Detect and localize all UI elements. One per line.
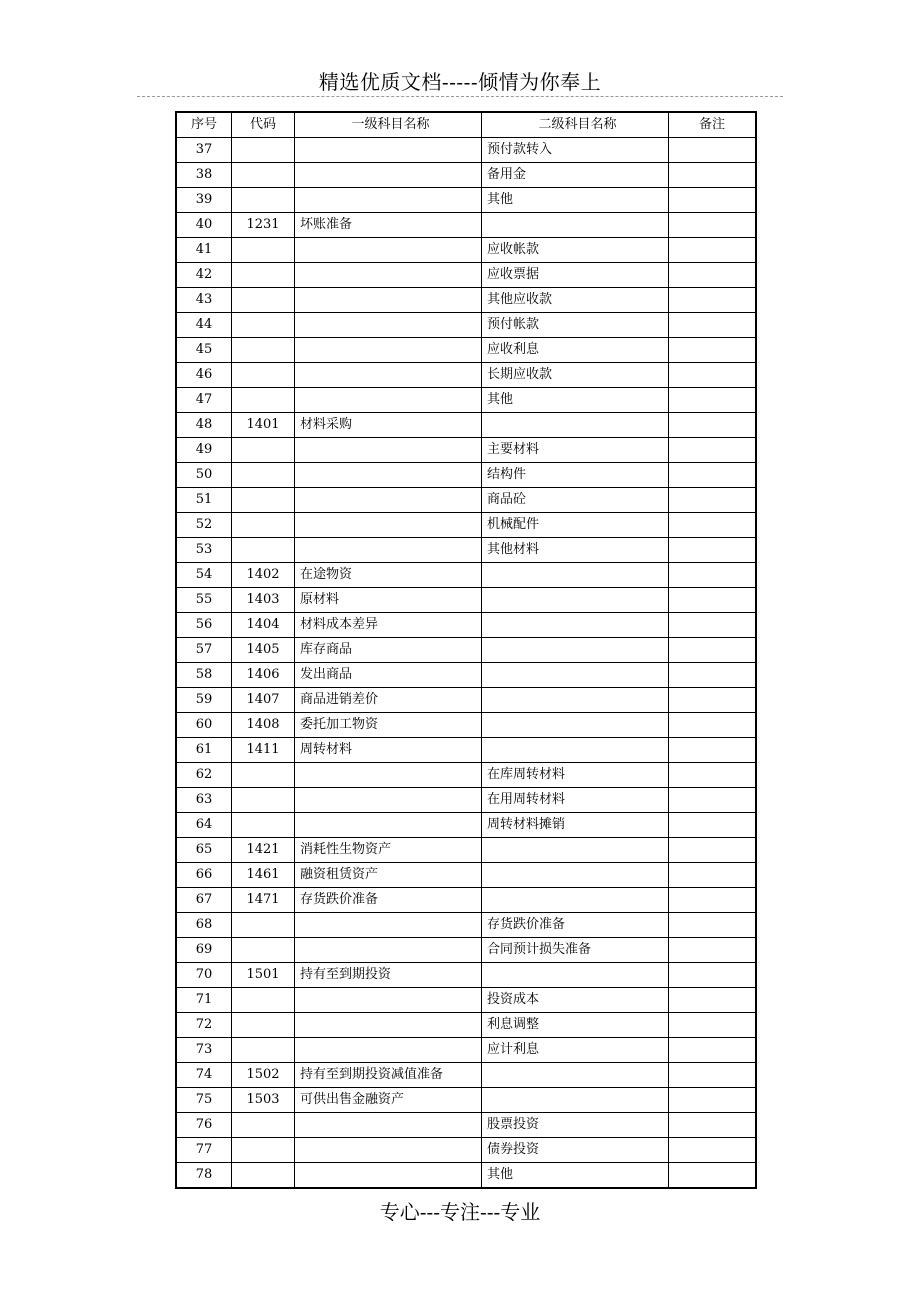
cell-code <box>232 813 295 838</box>
cell-seq: 71 <box>176 988 232 1013</box>
cell-note <box>669 413 757 438</box>
table-row <box>176 963 756 988</box>
cell-code <box>232 538 295 563</box>
cell-code <box>232 138 295 163</box>
cell-note <box>669 963 757 988</box>
cell-seq: 75 <box>176 1088 232 1113</box>
cell-level2-name <box>482 838 669 863</box>
cell-level1-name: 原材料 <box>295 588 482 613</box>
cell-level1-name: 消耗性生物资产 <box>295 838 482 863</box>
cell-level2-name <box>482 413 669 438</box>
cell-code <box>232 188 295 213</box>
cell-level1-name <box>295 488 482 513</box>
cell-seq: 53 <box>176 538 232 563</box>
cell-level2-name <box>482 563 669 588</box>
cell-seq: 43 <box>176 288 232 313</box>
cell-level2-name <box>482 213 669 238</box>
cell-note <box>669 988 757 1013</box>
cell-seq: 78 <box>176 1163 232 1189</box>
cell-note <box>669 738 757 763</box>
cell-code <box>232 763 295 788</box>
cell-level1-name: 存货跌价准备 <box>295 888 482 913</box>
cell-seq: 55 <box>176 588 232 613</box>
table-row <box>176 688 756 713</box>
cell-seq: 65 <box>176 838 232 863</box>
cell-seq: 60 <box>176 713 232 738</box>
cell-note <box>669 588 757 613</box>
cell-code: 1402 <box>232 563 295 588</box>
cell-seq: 73 <box>176 1038 232 1063</box>
cell-note <box>669 813 757 838</box>
cell-level1-name <box>295 813 482 838</box>
column-header-level2: 二级科目名称 <box>482 112 669 138</box>
cell-level2-name <box>482 1088 669 1113</box>
cell-level1-name <box>295 1038 482 1063</box>
cell-seq: 67 <box>176 888 232 913</box>
cell-level1-name <box>295 313 482 338</box>
cell-level2-name: 在用周转材料 <box>482 788 669 813</box>
cell-note <box>669 513 757 538</box>
cell-note <box>669 838 757 863</box>
cell-code <box>232 788 295 813</box>
table-row <box>176 1038 756 1063</box>
cell-level2-name: 主要材料 <box>482 438 669 463</box>
table-row <box>176 1063 756 1088</box>
cell-seq: 41 <box>176 238 232 263</box>
cell-seq: 59 <box>176 688 232 713</box>
accounts-table <box>175 111 757 1189</box>
cell-code: 1407 <box>232 688 295 713</box>
cell-note <box>669 713 757 738</box>
cell-note <box>669 213 757 238</box>
cell-seq: 48 <box>176 413 232 438</box>
cell-note <box>669 763 757 788</box>
cell-seq: 77 <box>176 1138 232 1163</box>
cell-level1-name <box>295 188 482 213</box>
table-row <box>176 788 756 813</box>
cell-level1-name <box>295 788 482 813</box>
cell-note <box>669 1138 757 1163</box>
cell-level1-name <box>295 538 482 563</box>
table-body <box>176 138 756 1189</box>
table-row <box>176 538 756 563</box>
cell-level2-name: 备用金 <box>482 163 669 188</box>
cell-seq: 52 <box>176 513 232 538</box>
cell-note <box>669 1088 757 1113</box>
table-row <box>176 988 756 1013</box>
cell-level2-name: 其他 <box>482 388 669 413</box>
cell-note <box>669 1113 757 1138</box>
cell-level2-name: 机械配件 <box>482 513 669 538</box>
cell-level1-name <box>295 938 482 963</box>
table-row <box>176 713 756 738</box>
cell-level2-name: 应收利息 <box>482 338 669 363</box>
cell-note <box>669 388 757 413</box>
cell-seq: 57 <box>176 638 232 663</box>
cell-note <box>669 313 757 338</box>
cell-seq: 61 <box>176 738 232 763</box>
cell-code <box>232 463 295 488</box>
cell-code: 1411 <box>232 738 295 763</box>
cell-note <box>669 138 757 163</box>
cell-level2-name: 商品砼 <box>482 488 669 513</box>
cell-level2-name: 其他 <box>482 188 669 213</box>
cell-note <box>669 188 757 213</box>
cell-level2-name <box>482 663 669 688</box>
table-row <box>176 813 756 838</box>
table-row <box>176 863 756 888</box>
table-row <box>176 413 756 438</box>
cell-level1-name: 材料成本差异 <box>295 613 482 638</box>
cell-code <box>232 988 295 1013</box>
cell-note <box>669 863 757 888</box>
table-row <box>176 588 756 613</box>
cell-level1-name <box>295 1113 482 1138</box>
cell-level1-name <box>295 1138 482 1163</box>
cell-level1-name: 周转材料 <box>295 738 482 763</box>
cell-code <box>232 388 295 413</box>
cell-code <box>232 288 295 313</box>
cell-level1-name: 商品进销差价 <box>295 688 482 713</box>
cell-seq: 76 <box>176 1113 232 1138</box>
cell-seq: 58 <box>176 663 232 688</box>
table-header-row <box>176 112 756 138</box>
cell-seq: 49 <box>176 438 232 463</box>
cell-seq: 38 <box>176 163 232 188</box>
column-header-code: 代码 <box>232 112 295 138</box>
cell-code <box>232 1163 295 1189</box>
cell-level2-name <box>482 613 669 638</box>
header-divider <box>137 96 783 97</box>
cell-code: 1408 <box>232 713 295 738</box>
cell-note <box>669 638 757 663</box>
cell-code <box>232 163 295 188</box>
cell-note <box>669 888 757 913</box>
cell-note <box>669 538 757 563</box>
table-row <box>176 563 756 588</box>
cell-level2-name: 其他材料 <box>482 538 669 563</box>
cell-level1-name <box>295 363 482 388</box>
cell-note <box>669 263 757 288</box>
cell-note <box>669 1038 757 1063</box>
cell-code: 1503 <box>232 1088 295 1113</box>
cell-note <box>669 688 757 713</box>
cell-level2-name: 合同预计损失准备 <box>482 938 669 963</box>
cell-level1-name <box>295 263 482 288</box>
cell-code: 1461 <box>232 863 295 888</box>
cell-seq: 70 <box>176 963 232 988</box>
table-row <box>176 288 756 313</box>
cell-level1-name <box>295 288 482 313</box>
table-row <box>176 163 756 188</box>
page-header-title: 精选优质文档-----倾情为你奉上 <box>318 70 602 94</box>
cell-code <box>232 263 295 288</box>
cell-code <box>232 513 295 538</box>
table-row <box>176 488 756 513</box>
table-row <box>176 1163 756 1189</box>
cell-level1-name: 库存商品 <box>295 638 482 663</box>
cell-level2-name <box>482 738 669 763</box>
table-row <box>176 838 756 863</box>
cell-code: 1501 <box>232 963 295 988</box>
table-row <box>176 138 756 163</box>
cell-code <box>232 338 295 363</box>
cell-note <box>669 1063 757 1088</box>
table-row <box>176 638 756 663</box>
cell-level2-name: 应收票据 <box>482 263 669 288</box>
cell-level2-name: 投资成本 <box>482 988 669 1013</box>
cell-note <box>669 788 757 813</box>
table-row <box>176 663 756 688</box>
cell-level1-name <box>295 438 482 463</box>
table-row <box>176 338 756 363</box>
table-row <box>176 263 756 288</box>
cell-seq: 72 <box>176 1013 232 1038</box>
cell-code: 1406 <box>232 663 295 688</box>
cell-note <box>669 488 757 513</box>
cell-code <box>232 1113 295 1138</box>
table-row <box>176 938 756 963</box>
cell-code: 1403 <box>232 588 295 613</box>
cell-level1-name <box>295 163 482 188</box>
table-row <box>176 238 756 263</box>
cell-seq: 39 <box>176 188 232 213</box>
cell-seq: 47 <box>176 388 232 413</box>
cell-seq: 40 <box>176 213 232 238</box>
table-row <box>176 188 756 213</box>
cell-level2-name: 长期应收款 <box>482 363 669 388</box>
page-footer-text: 专心---专注---专业 <box>379 1200 541 1224</box>
cell-seq: 42 <box>176 263 232 288</box>
cell-level1-name: 可供出售金融资产 <box>295 1088 482 1113</box>
cell-level2-name: 其他 <box>482 1163 669 1189</box>
cell-seq: 54 <box>176 563 232 588</box>
cell-seq: 62 <box>176 763 232 788</box>
cell-code: 1471 <box>232 888 295 913</box>
cell-level1-name: 委托加工物资 <box>295 713 482 738</box>
cell-note <box>669 438 757 463</box>
cell-note <box>669 563 757 588</box>
cell-seq: 64 <box>176 813 232 838</box>
cell-level1-name: 在途物资 <box>295 563 482 588</box>
cell-note <box>669 463 757 488</box>
table-row <box>176 463 756 488</box>
table-row <box>176 438 756 463</box>
table-row <box>176 1088 756 1113</box>
cell-level2-name: 结构件 <box>482 463 669 488</box>
table-row <box>176 388 756 413</box>
cell-level2-name <box>482 1063 669 1088</box>
cell-seq: 44 <box>176 313 232 338</box>
cell-level1-name <box>295 988 482 1013</box>
table-row <box>176 888 756 913</box>
cell-seq: 51 <box>176 488 232 513</box>
cell-note <box>669 663 757 688</box>
cell-seq: 68 <box>176 913 232 938</box>
cell-seq: 63 <box>176 788 232 813</box>
cell-seq: 37 <box>176 138 232 163</box>
cell-level1-name <box>295 913 482 938</box>
cell-note <box>669 238 757 263</box>
column-header-note: 备注 <box>669 112 757 138</box>
table-row <box>176 1113 756 1138</box>
cell-note <box>669 938 757 963</box>
cell-code: 1401 <box>232 413 295 438</box>
cell-seq: 69 <box>176 938 232 963</box>
cell-level2-name: 应计利息 <box>482 1038 669 1063</box>
cell-level2-name <box>482 638 669 663</box>
cell-level2-name <box>482 713 669 738</box>
table-row <box>176 313 756 338</box>
table-row <box>176 613 756 638</box>
cell-level2-name <box>482 588 669 613</box>
cell-code: 1405 <box>232 638 295 663</box>
cell-code <box>232 363 295 388</box>
cell-code: 1421 <box>232 838 295 863</box>
table-row <box>176 738 756 763</box>
table-row <box>176 363 756 388</box>
column-header-level1: 一级科目名称 <box>295 112 482 138</box>
cell-level2-name: 存货跌价准备 <box>482 913 669 938</box>
cell-code: 1502 <box>232 1063 295 1088</box>
column-header-seq: 序号 <box>176 112 232 138</box>
cell-level1-name <box>295 1013 482 1038</box>
cell-seq: 45 <box>176 338 232 363</box>
cell-level1-name <box>295 463 482 488</box>
cell-level2-name <box>482 963 669 988</box>
cell-code <box>232 438 295 463</box>
table-row <box>176 513 756 538</box>
cell-note <box>669 363 757 388</box>
cell-level1-name: 持有至到期投资减值准备 <box>295 1063 482 1088</box>
cell-code: 1404 <box>232 613 295 638</box>
cell-seq: 50 <box>176 463 232 488</box>
cell-note <box>669 163 757 188</box>
cell-level2-name: 预付款转入 <box>482 138 669 163</box>
cell-level2-name <box>482 688 669 713</box>
cell-seq: 46 <box>176 363 232 388</box>
cell-code: 1231 <box>232 213 295 238</box>
cell-level1-name: 材料采购 <box>295 413 482 438</box>
cell-code <box>232 488 295 513</box>
cell-level2-name: 债券投资 <box>482 1138 669 1163</box>
cell-seq: 56 <box>176 613 232 638</box>
table-row <box>176 763 756 788</box>
cell-level2-name: 周转材料摊销 <box>482 813 669 838</box>
cell-note <box>669 338 757 363</box>
table-row <box>176 913 756 938</box>
cell-level2-name <box>482 888 669 913</box>
cell-seq: 74 <box>176 1063 232 1088</box>
cell-level2-name: 预付帐款 <box>482 313 669 338</box>
cell-level1-name <box>295 763 482 788</box>
cell-level1-name <box>295 513 482 538</box>
cell-level2-name: 应收帐款 <box>482 238 669 263</box>
cell-level2-name: 股票投资 <box>482 1113 669 1138</box>
table-row <box>176 213 756 238</box>
cell-note <box>669 288 757 313</box>
table-row <box>176 1013 756 1038</box>
cell-level2-name: 其他应收款 <box>482 288 669 313</box>
cell-level1-name: 融资租赁资产 <box>295 863 482 888</box>
cell-code <box>232 1138 295 1163</box>
cell-note <box>669 1013 757 1038</box>
cell-code <box>232 938 295 963</box>
cell-level1-name <box>295 138 482 163</box>
cell-level1-name: 坏账准备 <box>295 213 482 238</box>
cell-level2-name: 利息调整 <box>482 1013 669 1038</box>
cell-level2-name: 在库周转材料 <box>482 763 669 788</box>
cell-code <box>232 1013 295 1038</box>
cell-code <box>232 238 295 263</box>
table-row <box>176 1138 756 1163</box>
cell-level1-name <box>295 1163 482 1189</box>
cell-level1-name: 持有至到期投资 <box>295 963 482 988</box>
cell-code <box>232 1038 295 1063</box>
cell-level2-name <box>482 863 669 888</box>
cell-level1-name <box>295 238 482 263</box>
cell-note <box>669 613 757 638</box>
cell-seq: 66 <box>176 863 232 888</box>
cell-note <box>669 913 757 938</box>
cell-code <box>232 313 295 338</box>
cell-level1-name <box>295 388 482 413</box>
cell-level1-name <box>295 338 482 363</box>
cell-note <box>669 1163 757 1189</box>
cell-level1-name: 发出商品 <box>295 663 482 688</box>
cell-code <box>232 913 295 938</box>
